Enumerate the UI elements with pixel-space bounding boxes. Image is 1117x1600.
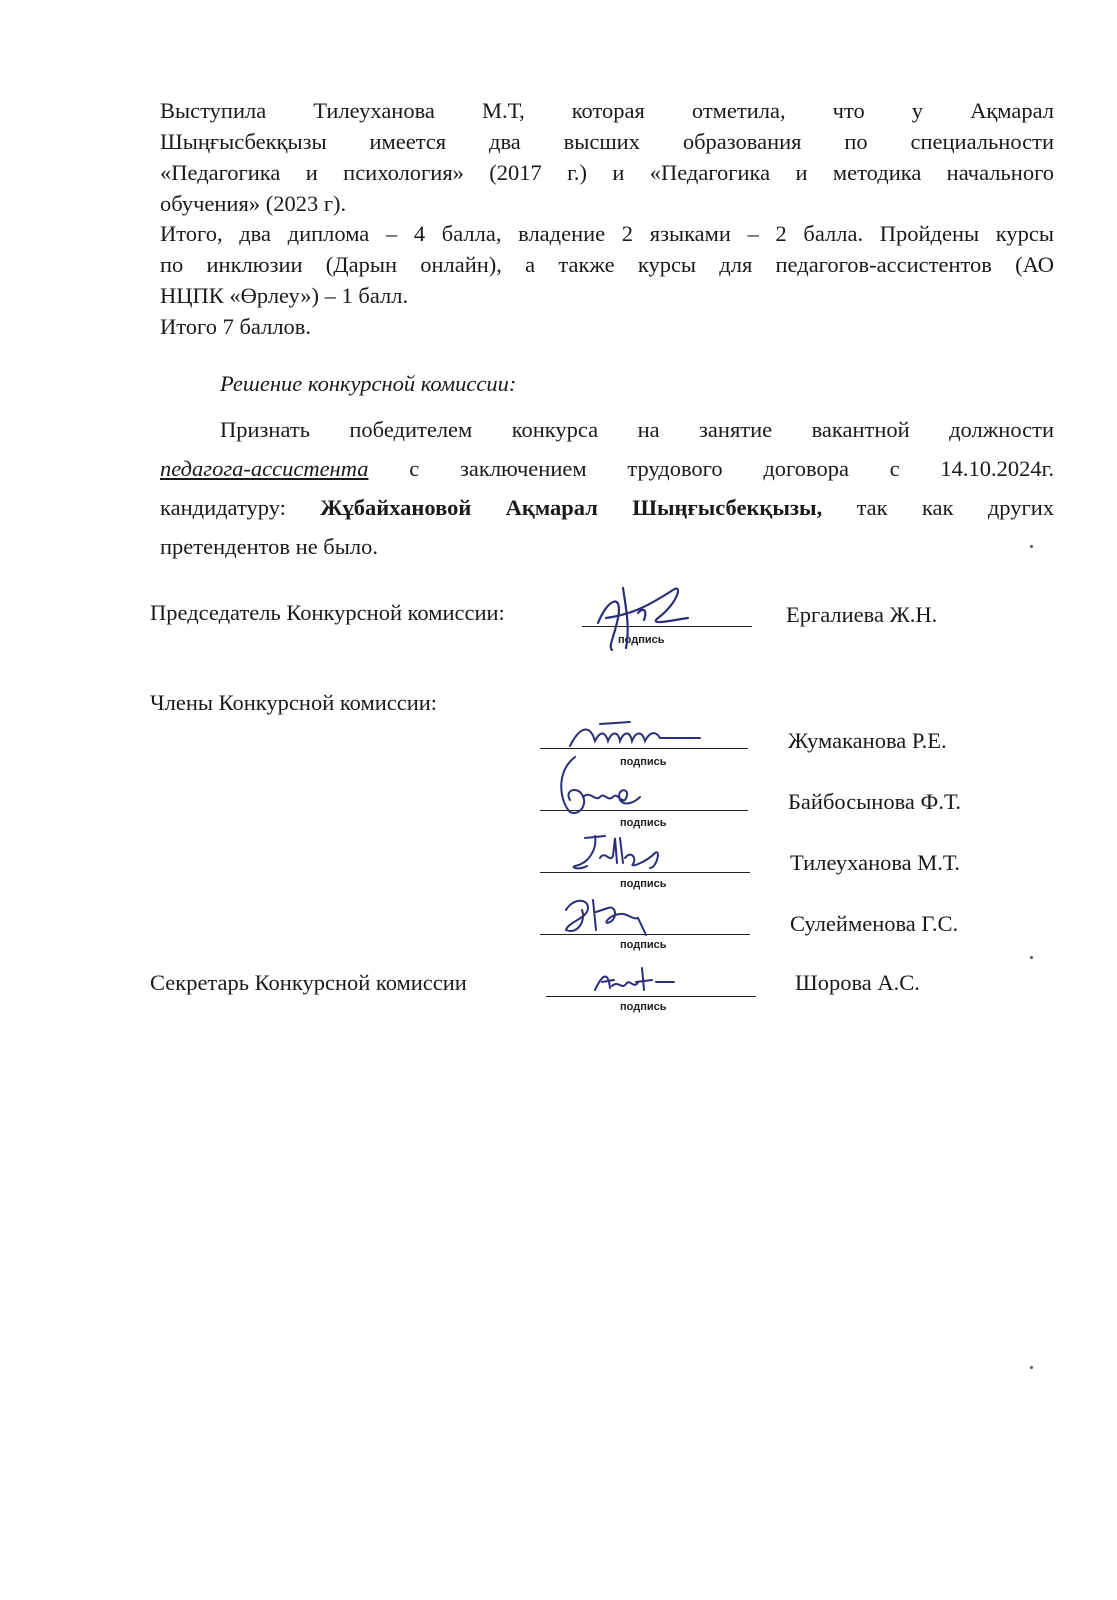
member-signature: [545, 752, 655, 827]
text-fragment: кандидатуру:: [160, 495, 321, 520]
signature-caption: подпись: [620, 878, 667, 890]
scan-speck: [1030, 545, 1033, 548]
text-line: претендентов не было.: [160, 534, 378, 559]
member-name: Сулейменова Г.С.: [790, 911, 959, 936]
text-line: Итого, два диплома – 4 балла, владение 2 языками – 2 балла. Пройдены курсы: [160, 221, 1054, 246]
text-line: Шыңғысбекқызы имеется два высших образования по специальности: [160, 129, 1054, 154]
decision-body: [160, 410, 1054, 566]
member-signature: [565, 828, 675, 883]
signature-caption: подпись: [620, 756, 667, 768]
chairman-name: Ергалиева Ж.Н.: [786, 602, 938, 627]
text-fragment: с заключением трудового договора с 14.10.2024г.: [368, 456, 1054, 481]
text-line: обучения» (2023 г).: [160, 191, 347, 216]
text-line: Признать победителем конкурса на занятие вакантной должности: [220, 417, 1054, 442]
position-name: педагога-ассистента: [160, 456, 369, 481]
secretary-name: Шорова А.С.: [795, 970, 920, 995]
paragraph-speaker: [160, 95, 1054, 219]
text-line: [160, 449, 1054, 488]
scan-speck: [1030, 1366, 1033, 1369]
member-name: Жумаканова Р.Е.: [788, 728, 947, 753]
signature-caption: подпись: [620, 817, 667, 829]
text-line: «Педагогика и психология» (2017 г.) и «Педагогика и методика начального: [160, 160, 1054, 185]
signature-caption: подпись: [618, 634, 665, 646]
scan-speck: [1030, 956, 1033, 959]
text-fragment: так как других: [822, 495, 1054, 520]
chairman-label: Председатель Конкурсной комиссии:: [150, 600, 505, 625]
text-line: Выступила Тилеуханова М.Т, которая отметила, что у Ақмарал: [160, 98, 1054, 123]
paragraph-scores: [160, 218, 1054, 311]
candidate-name: Жұбайхановой Ақмарал Шыңғысбекқызы,: [320, 495, 823, 520]
signature-caption: подпись: [620, 939, 667, 951]
secretary-signature: [590, 960, 680, 1005]
signature-caption: подпись: [620, 1001, 667, 1013]
chairman-signature: [578, 578, 698, 658]
members-label: Члены Конкурсной комиссии:: [150, 690, 438, 715]
text-line: НЦПК «Өрлеу») – 1 балл.: [160, 283, 409, 308]
text-line: [160, 488, 1054, 527]
secretary-label: Секретарь Конкурсной комиссии: [150, 970, 467, 995]
decision-heading: Решение конкурсной комиссии:: [220, 371, 517, 396]
text-line: по инклюзии (Дарын онлайн), а также курсы для педагогов-ассистентов (АО: [160, 252, 1054, 277]
member-name: Байбосынова Ф.Т.: [788, 789, 962, 814]
member-signature: [558, 890, 658, 945]
total-score: Итого 7 баллов.: [160, 314, 312, 339]
member-name: Тилеуханова М.Т.: [790, 850, 961, 875]
